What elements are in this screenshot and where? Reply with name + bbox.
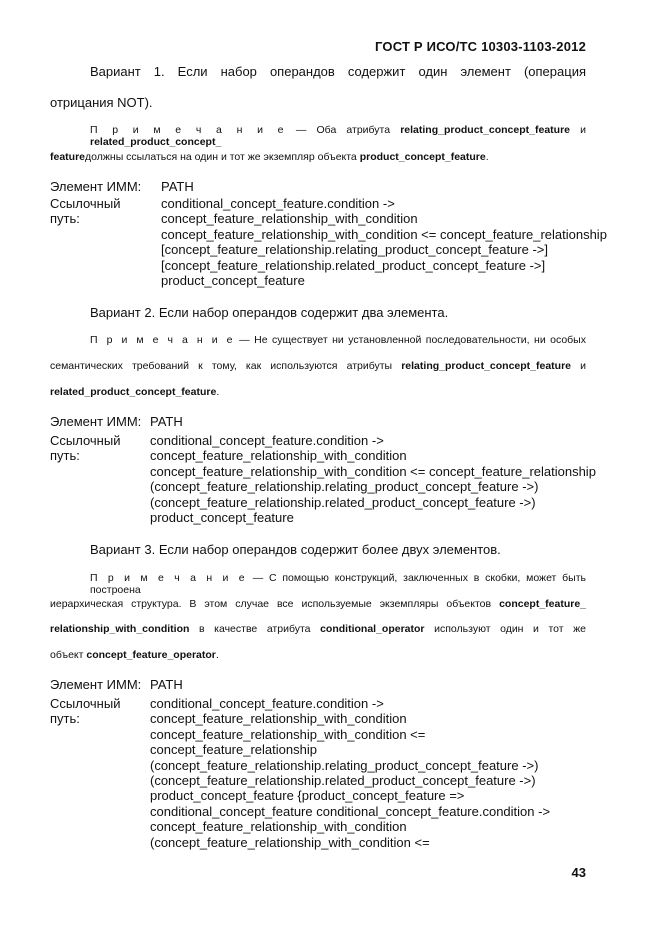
path-line: concept_feature_relationship_with_condition <= concept_feature_relationship <box>150 463 596 479</box>
document-header: ГОСТ Р ИСО/ТС 10303-1103-2012 <box>374 39 586 54</box>
path-line: concept_feature_relationship <box>150 742 317 758</box>
variant3-note-line3: relationship_with_condition в качестве атрибута conditional_operator используют один и тот же <box>50 623 587 635</box>
variant2-mapping: Элемент ИММ: PATH Ссылочный путь: conditional_concept_feature.condition -> concept_feature_relationship_with_condition concept_feature_relationship_with_condition <= concept_feature_relationship (concept_feature_relationship.relating_product_concept_feature ->) (concept_feature_relationship.related_product_concept_feature ->) product_concept_feature <box>50 414 596 525</box>
path-line: [concept_feature_relationship.relating_product_concept_feature ->] <box>161 242 549 258</box>
note-prefix: П р и м е ч а н и е <box>90 572 247 584</box>
path-line: product_concept_feature <box>150 510 294 525</box>
path-line: conditional_concept_feature.condition -> <box>161 196 395 211</box>
variant1-mapping: Элемент ИММ: PATH Ссылочный путь: conditional_concept_feature.condition -> concept_feature_relationship_with_condition concept_feature_relationship_with_condition <= concept_feature_relationship [concept_feature_relationship.relating_product_concept_feature ->] [concept_feature_relationship.related_product_concept_feature ->] product_concept_feature <box>50 179 607 288</box>
path-line: product_concept_feature <box>161 273 305 288</box>
path-line: [concept_feature_relationship.related_product_concept_feature ->] <box>161 257 546 273</box>
path-line: conditional_concept_feature.condition -> <box>150 433 384 448</box>
variant2-note-line2: семантических требований к тому, как используются атрибуты relating_product_concept_feature и <box>50 360 586 372</box>
variant1-line1: Вариант 1. Если набор операндов содержит один элемент (операция <box>90 64 586 79</box>
path-line: concept_feature_relationship_with_condition <box>150 448 407 464</box>
path-line: conditional_concept_feature conditional_concept_feature.condition -> <box>150 803 551 819</box>
variant2-note-line3: related_product_concept_feature. <box>50 386 220 398</box>
variant1-note-line2: featureдолжны ссылаться на один и тот же экземпляр объекта product_concept_feature. <box>50 151 489 163</box>
path-line: concept_feature_relationship_with_condition <box>150 711 407 727</box>
note-prefix: П р и м е ч а н и е <box>90 334 235 346</box>
variant3-note-line1: П р и м е ч а н и е — С помощью конструкций, заключенных в скобки, может быть построена <box>90 572 586 596</box>
variant2-note-line1: П р и м е ч а н и е — Не существует ни установленной последовательности, ни особых <box>90 334 586 346</box>
path-line: (concept_feature_relationship.relating_product_concept_feature ->) <box>150 479 539 495</box>
note-prefix: П р и м е ч а н и е <box>90 124 286 136</box>
path-line: (concept_feature_relationship.related_product_concept_feature ->) <box>150 494 536 510</box>
variant3-note-line4: объект concept_feature_operator. <box>50 649 219 661</box>
path-line: concept_feature_relationship_with_condition <= concept_feature_relationship <box>161 226 607 242</box>
variant3-note-line2: иерархическая структура. В этом случае все используемые экземпляры объектов concept_feature_ <box>50 598 587 610</box>
path-line: product_concept_feature {product_concept_feature => <box>150 788 465 804</box>
path-line: concept_feature_relationship_with_condition <= <box>150 726 426 742</box>
path-line: conditional_concept_feature.condition -> <box>150 696 384 711</box>
path-line: (concept_feature_relationship.relating_product_concept_feature ->) <box>150 757 539 773</box>
path-line: concept_feature_relationship_with_condition <box>150 819 407 835</box>
path-line: (concept_feature_relationship.related_product_concept_feature ->) <box>150 773 536 788</box>
path-line: (concept_feature_relationship_with_condition <= <box>150 834 430 850</box>
variant3-mapping: Элемент ИММ: PATH Ссылочный путь: conditional_concept_feature.condition -> concept_feature_relationship_with_condition concept_feature_relationship_with_condition <= concept_feature_relationship (concept_feature_relationship.relating_product_concept_feature ->) (concept_feature_relationship.related_product_concept_feature ->) product_concept_feature {product_concept_feature => conditional_concept_feature conditional_concept_feature.condition -> concept_feature_relationship_with_condition (concept_feature_relationship_with_condition <= <box>50 677 551 850</box>
variant3-line1: Вариант 3. Если набор операндов содержит более двух элементов. <box>90 542 501 557</box>
variant2-line1: Вариант 2. Если набор операндов содержит два элемента. <box>90 305 449 320</box>
path-line: concept_feature_relationship_with_condition <box>161 211 418 227</box>
variant1-line2: отрицания NOT). <box>50 95 153 110</box>
variant1-note-line1: П р и м е ч а н и е — Оба атрибута relating_product_concept_feature и related_product_concept_ <box>90 124 586 148</box>
page-number: 43 <box>571 865 586 880</box>
